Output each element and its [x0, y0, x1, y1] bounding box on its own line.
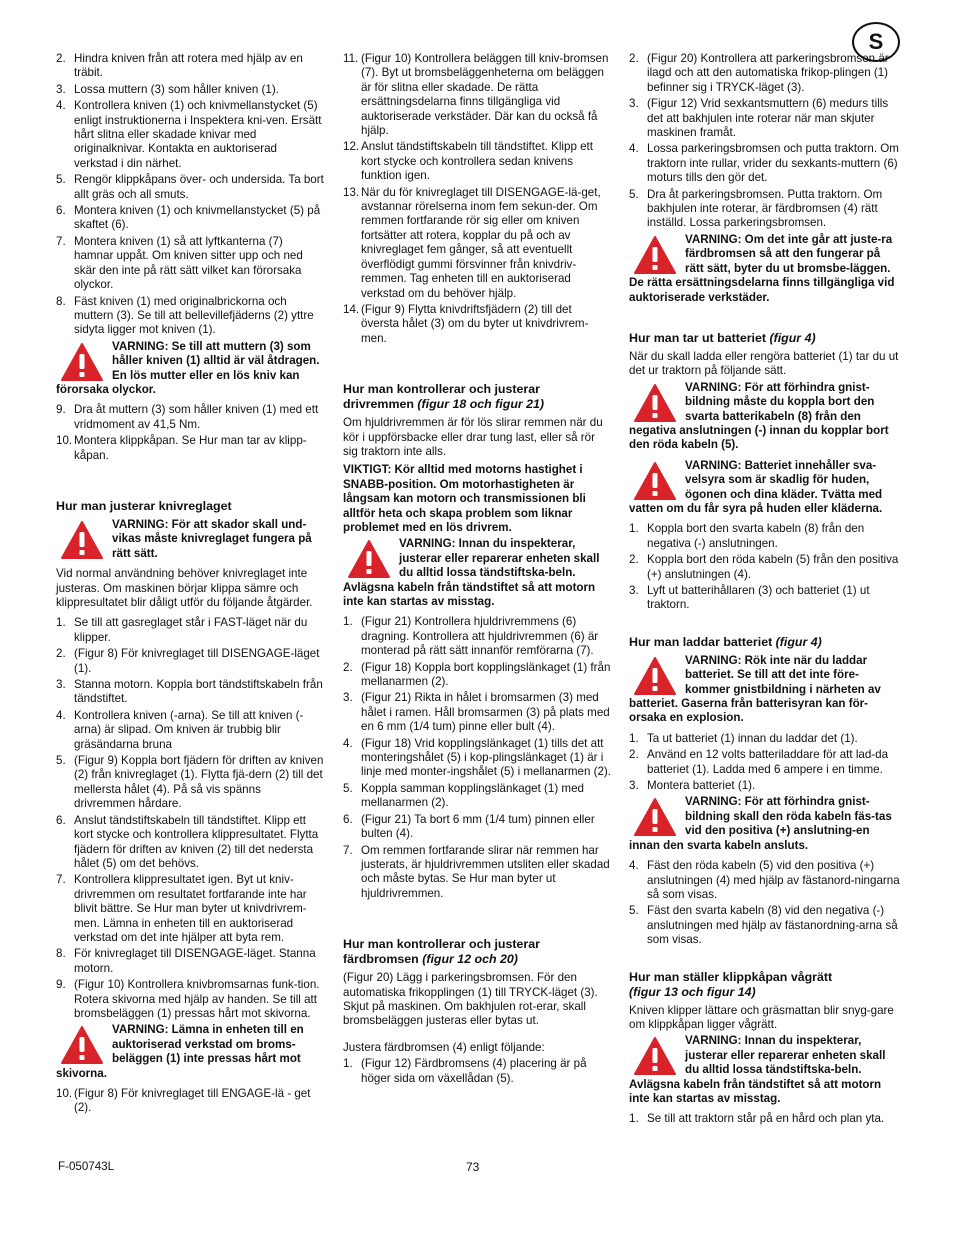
- list-item: [56, 235, 324, 293]
- list-block: [343, 615, 611, 901]
- list-item-text: Använd en 12 volts batteriladdare för att lad-da batteriet (1). Ladda med 6 ampere i en timme.: [647, 748, 889, 776]
- list-item-number: 4.: [629, 859, 639, 873]
- warning-box: [629, 795, 901, 853]
- list-item: [629, 584, 901, 613]
- list-item-number: 1.: [56, 616, 66, 630]
- list-item-text: Anslut tändstiftskabeln till tändstiftet. Klipp ett kort stycke och kontrollera sedan knivens funktion igen.: [361, 140, 593, 183]
- list-block: [56, 616, 324, 1021]
- warning-box: [343, 537, 611, 609]
- warning-text: VARNING: Om det inte går att juste-ra färdbromsen så att den fungerar på rätt sätt, byter du ut bromsbe-läggen. De rätta ersättningsdelarna finns tillgängliga vid auktoriserade verkstäder.: [629, 232, 895, 304]
- list-item-text: Dra åt parkeringsbromsen. Putta traktorn. Om bakhjulen inte roterar, är färdbromsen (4) rätt inställd. Lossa parkeringsbromsen.: [647, 187, 883, 230]
- heading-figure-ref: (figur 4): [769, 330, 816, 345]
- heading-figure-ref: (figur 12 och 20): [422, 952, 518, 967]
- list-block: [343, 52, 611, 346]
- document-code: F-050743L: [58, 1160, 115, 1173]
- list-item: [343, 737, 611, 780]
- list-item: [629, 52, 901, 95]
- list-item-text: (Figur 8) För knivreglaget till ENGAGE-lä - get (2).: [74, 1087, 311, 1115]
- list-block: [629, 522, 901, 612]
- list-item-text: Montera batteriet (1).: [647, 779, 756, 793]
- list-item-text: Stanna motorn. Koppla bort tändstiftskabeln från tändstiftet.: [74, 678, 323, 706]
- list-item: [56, 1087, 324, 1116]
- list-item: [56, 434, 324, 463]
- list-item-number: 1.: [343, 615, 353, 629]
- heading-figure-ref: (figur 18 och figur 21): [417, 397, 545, 412]
- warning-text: VARNING: Lämna in enheten till en auktoriserad verkstad om broms-beläggen (1) inte pressas hårt mot skivorna.: [56, 1023, 304, 1080]
- heading-figure-ref: (figur 13 och figur 14): [629, 984, 756, 999]
- list-block: [56, 52, 324, 338]
- list-item-number: 4.: [56, 708, 66, 722]
- warning-triangle-icon: [633, 1036, 677, 1076]
- list-item-number: 14.: [343, 302, 360, 316]
- language-badge: S: [852, 22, 900, 62]
- warning-text: VARNING: För att skador skall und-vikas måste knivreglaget fungera på rätt sätt.: [112, 517, 312, 560]
- list-item-number: 5.: [629, 187, 639, 201]
- list-item: [343, 661, 611, 690]
- list-item: [56, 647, 324, 676]
- list-item-number: 12.: [343, 140, 360, 154]
- warning-text: VARNING: Batteriet innehåller sva-velsyra som är skadlig för huden, ögonen och dina kläder. Tvätta med vatten om du får syra på huden eller kläderna.: [629, 458, 883, 515]
- list-item: [629, 188, 901, 231]
- list-item-text: Lossa parkeringsbromsen och putta traktorn. Om traktorn inte rullar, vrider du sexkants-muttern (6) moturs tills den gör det.: [647, 142, 899, 185]
- list-item-text: Hindra kniven från att rotera med hjälp av en träbit.: [74, 52, 303, 80]
- important-note: VIKTIGT: Kör alltid med motorns hastighet i SNABB-position. Om motorhastigheten är långsam kan motorn och transmissionen bli alltför heta och skapa problem som liknar problemet med en lös drivrem.: [343, 463, 586, 534]
- list-item-text: När du för knivreglaget till DISENGAGE-lä-get, avstannar rörelserna inom fem sekun-der. Om remmen fortfarande rör sig eller om kniven fortsätter att rotera, kopplar du på och av knivreglaget fem gånger, så att eventuellt överflödigt gummi försvinner från knivdriv-remmen. Tag enheten till en auktoriserad verkstad om du behöver hjälp.: [361, 185, 601, 300]
- list-item: [56, 173, 324, 202]
- list-item: [629, 1112, 901, 1126]
- warning-text: VARNING: Rök inte när du laddar batteriet. Se till att det inte före-kommer gnistbildning i närheten av batteriet. Gaserna från batterisyran kan för-orsaka en explosion.: [629, 653, 881, 725]
- list-item-text: Koppla bort den svarta kabeln (8) från den negativa (-) anslutningen.: [647, 522, 865, 550]
- list-item-number: 3.: [629, 97, 639, 111]
- column-3: [629, 52, 901, 1129]
- list-item-text: Dra åt muttern (3) som håller kniven (1) med ett vridmoment av 41,5 Nm.: [74, 403, 319, 431]
- heading-text: Hur man tar ut batteriet: [629, 330, 767, 345]
- list-item: [629, 522, 901, 551]
- list-item-text: Koppla samman kopplingslänkaget (1) med mellanarmen (2).: [361, 781, 584, 810]
- list-item-number: 6.: [56, 813, 66, 827]
- paragraph: Om hjuldrivremmen är för lös slirar remmen när du kör i uppförsbacke eller drar tung last, eller så rör sig traktorn inte alls.: [343, 416, 603, 458]
- section-heading: [629, 635, 901, 650]
- list-item: [629, 859, 901, 902]
- list-item-text: (Figur 10) Kontrollera knivbromsarnas funk-tion. Rotera skivorna med hjälp av handen. Se till att bromsbeläggen (1) pressas hårt mot skivorna.: [74, 978, 320, 1020]
- heading-text: Hur man kontrollerar och justerar färdbromsen: [343, 937, 540, 967]
- list-item-number: 4.: [629, 142, 639, 156]
- list-item-number: 10.: [56, 434, 73, 448]
- list-item: [343, 844, 611, 902]
- list-item-text: Montera kniven (1) och knivmellanstycket (5) på skaftet (6).: [74, 204, 321, 232]
- heading-text: Hur man kontrollerar och justerar drivremmen: [343, 382, 540, 412]
- section-heading: [343, 937, 611, 967]
- list-item-number: 7.: [343, 843, 353, 857]
- list-item-number: 3.: [629, 779, 639, 793]
- paragraph: Kniven klipper lättare och gräsmattan blir snyg-gare om klippkåpan ligger vågrätt.: [629, 1003, 894, 1031]
- list-item-text: Anslut tändstiftskabeln till tändstiftet. Klipp ett kort stycke och kontrollera klippresultatet. Flytta fjädern för driften av kniven (2) till det nedersta hålet (5) om det behövs.: [74, 813, 319, 870]
- list-item-text: Ta ut batteriet (1) innan du laddar det (1).: [647, 731, 858, 745]
- warning-text: VARNING: Innan du inspekterar, justerar eller reparerar enheten skall du alltid lossa tändstiftska-beln. Avlägsna kabeln från tändstiftet så att motorn inte kan startas av misstag.: [629, 1034, 886, 1105]
- warning-triangle-icon: [347, 539, 391, 579]
- warning-box: [629, 1034, 901, 1106]
- list-item-number: 1.: [629, 522, 639, 536]
- paragraph: (Figur 20) Lägg i parkeringsbromsen. För den automatiska frikopplingen (1) till TRYCK-läget (3). Skjut på maskinen. Om bakhjulen rot-erar, skall bromsbeläggen justeras eller bytas ut.: [343, 971, 598, 1028]
- list-item-text: (Figur 20) Kontrollera att parkeringsbromsen är ilagd och att den automatiska frikop-plingen (1) befinner sig i TRYCK-läget (3).: [647, 52, 889, 94]
- list-item: [343, 1057, 611, 1086]
- heading-text: Hur man laddar batteriet: [629, 634, 773, 649]
- list-item-number: 10.: [56, 1087, 73, 1100]
- list-item-text: Montera kniven (1) så att lyftkanterna (7) hamnar uppåt. Om kniven sitter upp och ned skär den inte på rätt sätt vilket kan förorsaka olyckor.: [74, 234, 303, 292]
- list-item-number: 4.: [343, 736, 353, 750]
- heading-text: Hur man ställer klippkåpan vågrätt: [629, 969, 833, 984]
- list-block: [629, 52, 901, 231]
- list-item: [343, 303, 611, 346]
- list-item: [56, 678, 324, 707]
- list-item: [56, 83, 324, 97]
- section-heading: [629, 970, 901, 1000]
- column-1: [56, 52, 324, 1118]
- list-item-text: (Figur 9) Koppla bort fjädern för driften av kniven (2) från knivreglaget (1). Flytta fjä-dern (2) till det mellersta hålet (4). På så vis spänns drivremmen hårdare.: [74, 754, 324, 811]
- list-item-number: 2.: [343, 660, 353, 674]
- warning-text: VARNING: För att förhindra gnist-bildning måste du koppla bort den svarta batterikabeln (8) från den negativa anslutningen (-) innan du kopplar bort den röda kabeln (5).: [629, 380, 889, 452]
- paragraph: Justera färdbromsen (4) enligt följande:: [343, 1040, 545, 1054]
- list-item-number: 3.: [56, 82, 66, 96]
- warning-triangle-icon: [633, 383, 677, 423]
- list-item: [343, 691, 611, 734]
- list-item: [629, 748, 901, 777]
- list-item: [56, 709, 324, 752]
- list-item: [56, 403, 324, 432]
- list-item: [629, 732, 901, 746]
- list-item: [343, 140, 611, 183]
- list-item: [56, 873, 324, 945]
- warning-text: VARNING: Innan du inspekterar, justerar eller reparerar enheten skall du alltid lossa tändstiftska-beln. Avlägsna kabeln från tändstiftet så att motorn inte kan startas av misstag.: [343, 537, 600, 608]
- warning-box: [629, 654, 901, 726]
- section-heading: Hur man justerar knivreglaget: [56, 498, 232, 513]
- list-item: [343, 615, 611, 658]
- list-item-number: 9.: [56, 978, 66, 992]
- list-item: [629, 553, 901, 582]
- list-item-text: Lossa muttern (3) som håller kniven (1).: [74, 82, 279, 96]
- list-item: [56, 754, 324, 812]
- list-item: [56, 814, 324, 872]
- section-heading: [629, 331, 901, 346]
- list-item: [343, 782, 611, 811]
- list-item-text: (Figur 21) Ta bort 6 mm (1/4 tum) pinnen eller bulten (4).: [361, 812, 595, 841]
- list-item-text: Lyft ut batterihållaren (3) och batteriet (1) ut traktorn.: [647, 584, 870, 612]
- warning-triangle-icon: [60, 520, 104, 560]
- warning-triangle-icon: [60, 1025, 104, 1065]
- list-item: [343, 52, 611, 138]
- warning-text: VARNING: Se till att muttern (3) som håller kniven (1) alltid är väl åtdragen. En lös mutter eller en lös kniv kan förorsaka olyckor.: [56, 339, 320, 396]
- list-item-number: 6.: [343, 812, 353, 826]
- list-item-number: 4.: [56, 99, 66, 113]
- list-item-text: Montera klippkåpan. Se Hur man tar av klipp-kåpan.: [74, 434, 307, 462]
- list-item-text: (Figur 12) Färdbromsens (4) placering är på höger sida om växellådan (5).: [361, 1057, 587, 1085]
- list-item-text: Kontrollera kniven (1) och knivmellanstycket (5) enligt instruktionerna i Inspektera kni-ven. Ersätt hårt slitna eller skadade knivar med originalknivar. Kontakta en auktoriserad verkstad i din närhet.: [74, 99, 322, 170]
- list-item: [56, 295, 324, 338]
- list-item-text: Kontrollera kniven (-arna). Se till att kniven (-arna) är slipad. Om kniven är trubbig blir gräsändarna bruna: [74, 708, 304, 751]
- warning-triangle-icon: [633, 656, 677, 696]
- list-item-text: (Figur 12) Vrid sexkantsmuttern (6) medurs tills det att bakhjulen inte roterar när man skjuter maskinen framåt.: [647, 97, 889, 140]
- list-item-text: (Figur 9) Flytta knivdriftsfjädern (2) till det översta hålet (3) om du byter ut knivdrivrem-men.: [361, 302, 589, 345]
- list-item-text: (Figur 21) Kontrollera hjuldrivremmens (6) dragning. Kontrollera att hjuldrivremmen (6) är monterad på rätt sätt innanför remförarna (7).: [361, 615, 599, 658]
- list-item: [629, 904, 901, 947]
- list-item: [56, 947, 324, 976]
- warning-triangle-icon: [60, 342, 104, 382]
- list-item-number: 5.: [629, 904, 639, 918]
- list-block: [629, 732, 901, 794]
- list-item: [629, 97, 901, 140]
- list-item-number: 3.: [629, 584, 639, 597]
- list-item-number: 1.: [629, 1112, 639, 1126]
- list-item: [56, 99, 324, 171]
- heading-figure-ref: (figur 4): [775, 634, 822, 649]
- list-item-text: Fäst den röda kabeln (5) vid den positiva (+) anslutningen (4) med hjälp av fästanord-ningarna så som visas.: [647, 859, 900, 901]
- list-item-number: 8.: [56, 947, 66, 961]
- list-item-number: 2.: [56, 647, 66, 661]
- list-item-text: (Figur 8) För knivreglaget till DISENGAGE-läget (1).: [74, 647, 320, 675]
- list-item-number: 1.: [629, 731, 639, 745]
- paragraph: Vid normal användning behöver knivreglaget inte justeras. Om maskinen börjar klippa sämre och klippresultatet blir dåligt utför du följande åtgärder.: [56, 567, 313, 609]
- list-block: [629, 859, 901, 947]
- list-item: [56, 616, 324, 645]
- list-block: [629, 1112, 901, 1126]
- warning-box: [56, 1023, 324, 1081]
- list-block: [56, 403, 324, 463]
- list-item-text: Se till att traktorn står på en hård och plan yta.: [647, 1112, 885, 1126]
- list-item-number: 13.: [343, 185, 360, 199]
- list-item-text: Se till att gasreglaget står i FAST-läget när du klipper.: [74, 616, 308, 644]
- warning-box: [629, 459, 901, 517]
- list-item-number: 2.: [56, 52, 66, 65]
- list-item-number: 3.: [56, 678, 66, 692]
- list-item-number: 1.: [343, 1057, 353, 1071]
- warning-box: [56, 340, 324, 398]
- warning-triangle-icon: [633, 797, 677, 837]
- list-item-text: (Figur 18) Koppla bort kopplingslänkaget (1) från mellanarmen (2).: [361, 660, 611, 689]
- list-item-text: (Figur 10) Kontrollera beläggen till kniv-bromsen (7). Byt ut bromsbeläggenheterna om beläggen är för slitna eller skadade. De rätta ersättningsdelarna finns tillgängliga vid auktoriserade verkstäder. Där kan du också få hjälp.: [361, 52, 609, 138]
- list-item-number: 2.: [629, 553, 639, 567]
- list-item: [629, 779, 901, 793]
- warning-box: [629, 381, 901, 453]
- list-item: [343, 186, 611, 301]
- list-item-number: 8.: [56, 294, 66, 308]
- list-item: [56, 978, 324, 1021]
- list-item: [56, 52, 324, 81]
- warning-triangle-icon: [633, 461, 677, 501]
- list-item: [56, 204, 324, 233]
- column-2: [343, 52, 611, 1088]
- list-item-text: Kontrollera klippresultatet igen. Byt ut kniv-drivremmen om resultatet fortfarande inte har blivit bättre. Se Hur man byter ut knivdrivrem-men. Lämna in enheten till en auktoriserad verkstad om det inte hjälper att byta rem.: [74, 873, 307, 944]
- section-heading: [343, 382, 611, 412]
- list-item-number: 7.: [56, 234, 66, 248]
- list-block: [343, 1057, 611, 1086]
- list-item-text: (Figur 21) Rikta in hålet i bromsarmen (3) med hålet i ramen. Håll bromsarmen (3) på plats med en 6 mm (1/4 tum) pinne eller bult (4).: [361, 691, 610, 734]
- list-item-number: 9.: [56, 403, 66, 417]
- list-item-text: (Figur 18) Vrid kopplingslänkaget (1) tills det att monteringshålet (5) i kop-plingslänkaget (1) är i linje med monter-ingshålet (5) i mellanarmen (2).: [361, 736, 612, 779]
- list-item-text: Om remmen fortfarande slirar när remmen har justerats, är hjuldrivremmen utsliten eller skadad och måste bytas. Se Hur man byter ut hjuldrivremmen.: [361, 843, 610, 900]
- list-item-text: Rengör klippkåpans över- och undersida. Ta bort allt gräs och all smuts.: [74, 173, 324, 201]
- page-number: 73: [466, 1160, 480, 1174]
- list-item-number: 11.: [343, 52, 359, 65]
- list-item-number: 2.: [629, 52, 639, 65]
- list-item-number: 3.: [343, 691, 353, 705]
- warning-box: [629, 233, 901, 305]
- list-item: [629, 142, 901, 185]
- paragraph: När du skall ladda eller rengöra batteriet (1) tar du ut det ur traktorn på följande sätt.: [629, 349, 899, 378]
- list-item-number: 2.: [629, 748, 639, 762]
- list-item-number: 5.: [56, 754, 66, 768]
- warning-text: VARNING: För att förhindra gnist-bildning skall den röda kabeln fäs-tas vid den positiva (+) anslutning-en innan den svarta kabeln ansluts.: [629, 795, 892, 852]
- list-block: [56, 1087, 324, 1116]
- list-item-number: 5.: [56, 173, 66, 187]
- list-item-number: 6.: [56, 204, 66, 218]
- list-item-number: 5.: [343, 781, 353, 795]
- warning-triangle-icon: [633, 235, 677, 275]
- list-item: [343, 813, 611, 842]
- list-item-text: Fäst kniven (1) med originalbrickorna och muttern (3). Se till att bellevillefjäderns (2) yttre sidyta ligger mot kniven (1).: [74, 294, 314, 337]
- list-item-text: Fäst den svarta kabeln (8) vid den negativa (-) anslutningen med hjälp av fästanordning-arna så som visas.: [647, 904, 898, 947]
- warning-box: [56, 518, 324, 561]
- list-item-text: Koppla bort den röda kabeln (5) från den positiva (+) anslutningen (4).: [647, 553, 899, 581]
- list-item-text: För knivreglaget till DISENGAGE-läget. Stanna motorn.: [74, 947, 316, 975]
- list-item-number: 7.: [56, 873, 66, 887]
